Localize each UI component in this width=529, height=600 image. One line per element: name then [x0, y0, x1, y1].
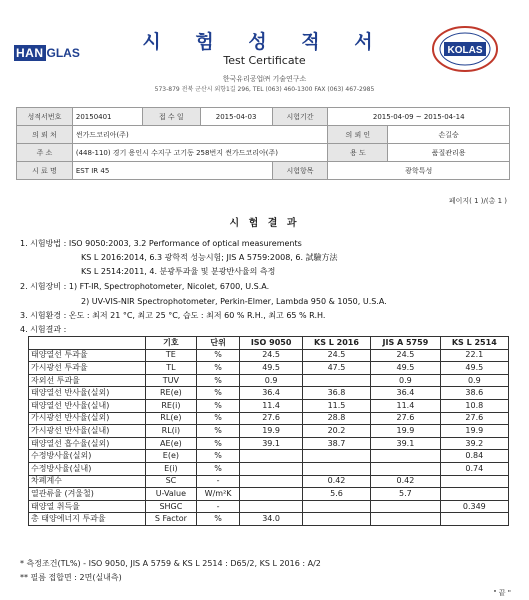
info-label: 용 도	[328, 144, 388, 162]
results-cell: %	[196, 437, 240, 450]
info-row	[17, 126, 510, 144]
info-value: 품질관리용	[388, 144, 510, 162]
property-name: 태양열선 흡수율(실외)	[29, 437, 146, 450]
results-cell: 10.8	[440, 399, 508, 412]
results-cell: 0.9	[371, 374, 440, 387]
info-row	[17, 162, 510, 180]
results-cell: U-Value	[146, 488, 197, 501]
results-cell: 27.6	[440, 412, 508, 425]
kolas-seal-icon	[432, 26, 498, 72]
results-cell	[302, 462, 370, 475]
results-cell	[440, 475, 508, 488]
title-english: Test Certificate	[223, 54, 306, 67]
results-cell: 39.1	[371, 437, 440, 450]
results-cell	[371, 500, 440, 513]
info-label: 성적서번호	[17, 108, 73, 126]
results-cell: S Factor	[146, 513, 197, 526]
info-value: 썬가드코리아(주)	[72, 126, 328, 144]
results-row	[29, 462, 509, 475]
results-cell: 11.4	[371, 399, 440, 412]
results-cell: 36.8	[302, 387, 370, 400]
results-cell: 27.6	[371, 412, 440, 425]
results-cell: 24.5	[240, 349, 302, 362]
results-header-cell: KS L 2514	[440, 337, 508, 350]
results-row	[29, 399, 509, 412]
info-label: 접 수 일	[142, 108, 200, 126]
results-cell: RE(e)	[146, 387, 197, 400]
results-cell: 5.7	[371, 488, 440, 501]
info-value: 광학특성	[328, 162, 510, 180]
property-name: 가시광선 반사율(실외)	[29, 412, 146, 425]
results-cell: 24.5	[371, 349, 440, 362]
info-label: 시험항목	[272, 162, 328, 180]
results-cell: 49.5	[240, 362, 302, 375]
results-table	[28, 336, 509, 526]
results-row	[29, 425, 509, 438]
equipment-line-2: 2) UV-VIS-NIR Spectrophotometer, Perkin-Elmer, Lambda 950 & 1050, U.S.A.	[81, 297, 387, 306]
results-header-cell: 단위	[196, 337, 240, 350]
film-note: ** 필름 접합면 : 2면(실내측)	[20, 573, 122, 582]
page-number: 페이지( 1 )/(총 1 )	[448, 197, 507, 205]
results-cell	[240, 500, 302, 513]
results-label: 4. 시험결과 :	[20, 325, 67, 334]
results-row	[29, 500, 509, 513]
logo-glas: GLAS	[46, 46, 80, 60]
info-label: 시험기간	[272, 108, 328, 126]
results-cell: 0.84	[440, 450, 508, 463]
info-value: 20150401	[72, 108, 142, 126]
results-cell: 0.9	[440, 374, 508, 387]
results-cell: -	[196, 500, 240, 513]
property-name: 태양열선 반사율(실외)	[29, 387, 146, 400]
institute-name: 한국유리공업㈜ 기술연구소	[222, 75, 307, 83]
results-cell: 0.349	[440, 500, 508, 513]
results-cell	[440, 488, 508, 501]
results-cell	[240, 475, 302, 488]
results-cell: RL(e)	[146, 412, 197, 425]
results-header-cell: ISO 9050	[240, 337, 302, 350]
info-value: 2015-04-03	[200, 108, 272, 126]
results-cell: 11.4	[240, 399, 302, 412]
results-cell: 19.9	[240, 425, 302, 438]
results-cell: 39.2	[440, 437, 508, 450]
results-heading: 시 험 결 과	[229, 218, 300, 229]
equipment-line-1: 2. 시험장비 : 1) FT-IR, Spectrophotometer, Nicolet, 6700, U.S.A.	[20, 282, 270, 291]
results-cell	[371, 462, 440, 475]
results-cell: 38.7	[302, 437, 370, 450]
results-cell	[302, 450, 370, 463]
results-cell	[440, 513, 508, 526]
results-cell: %	[196, 362, 240, 375]
results-cell: 19.9	[371, 425, 440, 438]
results-cell: 0.9	[240, 374, 302, 387]
results-cell: 11.5	[302, 399, 370, 412]
results-cell: W/m²K	[196, 488, 240, 501]
results-cell: TE	[146, 349, 197, 362]
title-korean: 시 험 성 적 서	[142, 31, 387, 53]
results-cell: 0.42	[302, 475, 370, 488]
method-line-3: KS L 2514:2011, 4. 분광투과율 및 분광반사율의 측정	[81, 267, 276, 276]
property-name: 자외선 투과율	[29, 374, 146, 387]
results-header-row	[29, 337, 509, 350]
results-cell: %	[196, 450, 240, 463]
results-header-cell: 기호	[146, 337, 197, 350]
results-cell: TL	[146, 362, 197, 375]
results-cell: TUV	[146, 374, 197, 387]
property-name: 차폐계수	[29, 475, 146, 488]
results-header-cell: KS L 2016	[302, 337, 370, 350]
results-row	[29, 412, 509, 425]
results-cell: %	[196, 412, 240, 425]
results-cell: SHGC	[146, 500, 197, 513]
property-name: 태양열 취득율	[29, 500, 146, 513]
property-name: 가시광선 투과율	[29, 362, 146, 375]
property-name: 태양열선 투과율	[29, 349, 146, 362]
results-cell: 0.42	[371, 475, 440, 488]
results-cell: %	[196, 349, 240, 362]
results-cell: -	[196, 475, 240, 488]
results-cell: 5.6	[302, 488, 370, 501]
results-cell: 19.9	[440, 425, 508, 438]
results-row	[29, 362, 509, 375]
info-table	[16, 107, 510, 180]
results-row	[29, 450, 509, 463]
property-name: 총 태양에너지 투과율	[29, 513, 146, 526]
results-cell: 36.4	[240, 387, 302, 400]
results-cell	[240, 450, 302, 463]
results-cell: RL(i)	[146, 425, 197, 438]
end-mark: " 끝 "	[493, 589, 511, 597]
results-cell	[240, 462, 302, 475]
info-label: 주 소	[17, 144, 73, 162]
info-value: EST IR 45	[72, 162, 272, 180]
property-name: 태양열선 반사율(실내)	[29, 399, 146, 412]
results-cell: 47.5	[302, 362, 370, 375]
environment-line: 3. 시험환경 : 온도 : 최저 21 °C, 최고 25 °C, 습도 : 최저 60 % R.H., 최고 65 % R.H.	[20, 311, 326, 320]
results-cell: %	[196, 425, 240, 438]
info-label: 의 뢰 처	[17, 126, 73, 144]
results-cell: 39.1	[240, 437, 302, 450]
results-cell: %	[196, 387, 240, 400]
method-line-2: KS L 2016:2014, 6.3 광학적 성능시험; JIS A 5759:2008, 6. 試驗方法	[81, 253, 338, 262]
property-name: 수정방사율(실외)	[29, 450, 146, 463]
results-row	[29, 475, 509, 488]
results-cell	[371, 513, 440, 526]
results-cell: 49.5	[371, 362, 440, 375]
results-cell: %	[196, 374, 240, 387]
results-cell: 49.5	[440, 362, 508, 375]
results-cell: SC	[146, 475, 197, 488]
results-cell: %	[196, 399, 240, 412]
results-cell: E(i)	[146, 462, 197, 475]
results-cell: E(e)	[146, 450, 197, 463]
info-value: (448-110) 경기 용인시 수지구 고기동 258번지 썬가드코리아(주)	[72, 144, 328, 162]
logo-han: HAN	[16, 46, 44, 60]
results-row	[29, 437, 509, 450]
results-cell	[240, 488, 302, 501]
results-cell: RE(i)	[146, 399, 197, 412]
results-header-cell: JIS A 5759	[371, 337, 440, 350]
results-header-cell	[29, 337, 146, 350]
results-cell: AE(e)	[146, 437, 197, 450]
results-cell	[302, 500, 370, 513]
property-name: 수정방사율(실내)	[29, 462, 146, 475]
results-cell: 24.5	[302, 349, 370, 362]
results-cell: 22.1	[440, 349, 508, 362]
results-cell: 38.6	[440, 387, 508, 400]
info-row	[17, 108, 510, 126]
institute-address: 573-879 전북 군산시 외항1길 296, TEL (063) 460-1300 FAX (063) 467-2985	[154, 86, 375, 93]
results-cell	[302, 513, 370, 526]
info-row	[17, 144, 510, 162]
info-value: 손길승	[388, 126, 510, 144]
results-cell: 20.2	[302, 425, 370, 438]
results-cell	[302, 374, 370, 387]
results-cell	[371, 450, 440, 463]
results-cell: %	[196, 462, 240, 475]
results-row	[29, 513, 509, 526]
results-cell: 0.74	[440, 462, 508, 475]
results-cell: %	[196, 513, 240, 526]
info-label: 의 뢰 인	[328, 126, 388, 144]
info-label: 시 료 명	[17, 162, 73, 180]
results-cell: 27.6	[240, 412, 302, 425]
results-row	[29, 387, 509, 400]
results-cell: 36.4	[371, 387, 440, 400]
property-name: 열관류율 (겨울철)	[29, 488, 146, 501]
results-cell: 34.0	[240, 513, 302, 526]
results-row	[29, 374, 509, 387]
results-row	[29, 349, 509, 362]
seal-text: KOLAS	[447, 45, 483, 56]
method-line-1: 1. 시험방법 : ISO 9050:2003, 3.2 Performance of optical measurements	[20, 239, 302, 248]
measurement-note: * 측정조건(TL%) - ISO 9050, JIS A 5759 & KS L 2514 : D65/2, KS L 2016 : A/2	[20, 559, 321, 568]
property-name: 가시광선 반사율(실내)	[29, 425, 146, 438]
results-cell: 28.8	[302, 412, 370, 425]
info-value: 2015-04-09 ~ 2015-04-14	[328, 108, 510, 126]
results-row	[29, 488, 509, 501]
